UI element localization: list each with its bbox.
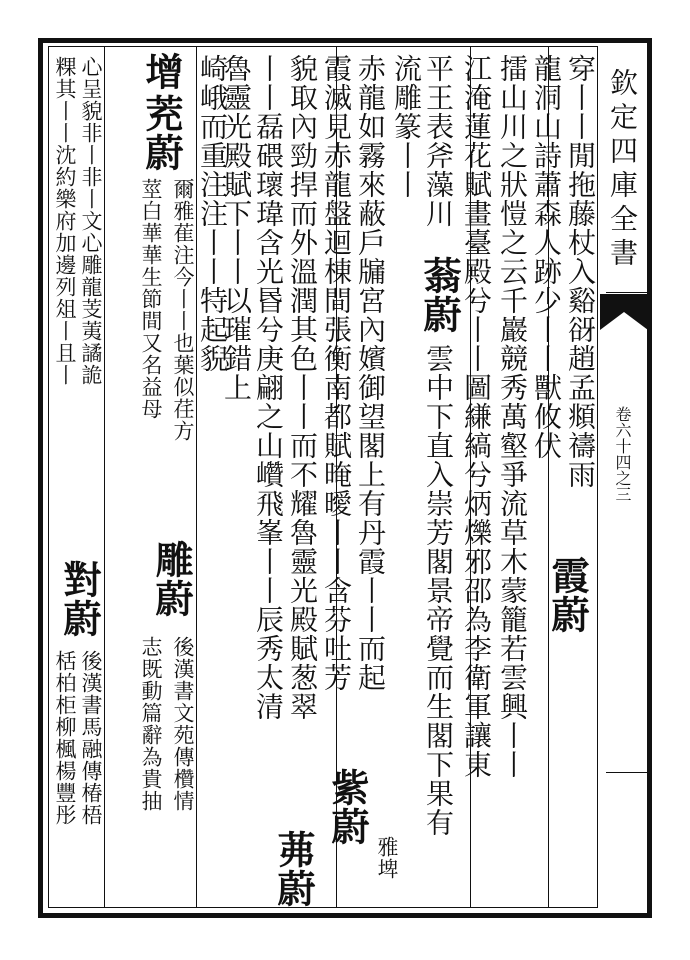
- text-column: 栝柏柜柳楓楊豐彤: [53, 650, 77, 826]
- page-margin: [598, 46, 648, 908]
- text-column: 穿丨丨閒拖藤杖入谿谺趙孟頫禱雨: [564, 54, 597, 489]
- text-column: 擂山川之狀愷之云千巖競秀萬壑爭流草木蒙籠若雲興丨丨: [496, 54, 529, 779]
- text-column: 心呈貌非丨非丨文心雕龍芰荑譎詭: [79, 56, 103, 386]
- text-column: 龍洞山詩蕭森人跡少丨丨獸攸伏: [530, 54, 563, 460]
- text-column: 魯靈光殿賦下丨丨以璀錯上: [220, 54, 253, 402]
- entry-heading: 增: [139, 52, 184, 91]
- entry-heading: 對蔚: [57, 560, 102, 638]
- entry-heading: 蓊蔚: [417, 256, 462, 334]
- text-column: 霞滅見赤龍盤迴棟間張衡南都賦晻曖丨丨含芬吐芳: [320, 54, 353, 692]
- inline-note: 雅埤: [375, 836, 399, 880]
- text-column: 後漢書文苑傳欑情: [171, 636, 195, 812]
- entry-heading: 茺蔚: [139, 94, 184, 172]
- text-column: 粿其丨丨沈約樂府加邊列俎丨且丨: [53, 56, 77, 386]
- column-rule: [104, 46, 105, 908]
- margin-rule: [606, 772, 648, 773]
- entry-heading: 茀蔚: [271, 830, 316, 908]
- text-column: 崎峨而重注注丨丨特起貎: [196, 54, 229, 373]
- text-column: 丨丨磊碨瓌瑋含光昬兮庚翩之山巑飛峯丨丨辰秀太清: [252, 54, 285, 721]
- text-column: 江淹蓮花賦畫臺殿兮丨丨圖縑縞兮炳爍邪邵為李衛軍讓東: [460, 54, 493, 779]
- text-column: 平王表斧藻川: [422, 54, 455, 228]
- text-column: 莖白華華生節間又名益母: [139, 178, 163, 420]
- fishtail-mark: [600, 294, 648, 330]
- text-column: 赤龍如霧來蔽戶牖宮內嬪御望閣上有丹霞丨丨而起: [354, 54, 387, 692]
- text-column: 後漢書馬融傳椿梧: [79, 650, 103, 826]
- entry-heading: 紫蔚: [325, 768, 370, 846]
- book-title: 欽定四庫全書: [606, 68, 639, 272]
- text-column: 爾雅萑注今丨丨也葉似荏方: [171, 178, 195, 442]
- text-column: 流雕篆丨丨: [390, 54, 423, 199]
- text-column: 志既動篇辭為貴抽: [139, 636, 163, 812]
- entry-heading: 霞蔚: [545, 556, 590, 634]
- margin-rule: [606, 292, 648, 293]
- entry-heading: 雕蔚: [149, 540, 194, 618]
- text-column: 雲中下直入崇芳閣景帝覺而生閣下果有: [422, 344, 455, 837]
- text-column: 貌取內勁捍而外溫潤其色丨丨而不耀魯靈光殿賦葱翠: [286, 54, 319, 721]
- volume-label: 卷六十四之三: [613, 406, 632, 502]
